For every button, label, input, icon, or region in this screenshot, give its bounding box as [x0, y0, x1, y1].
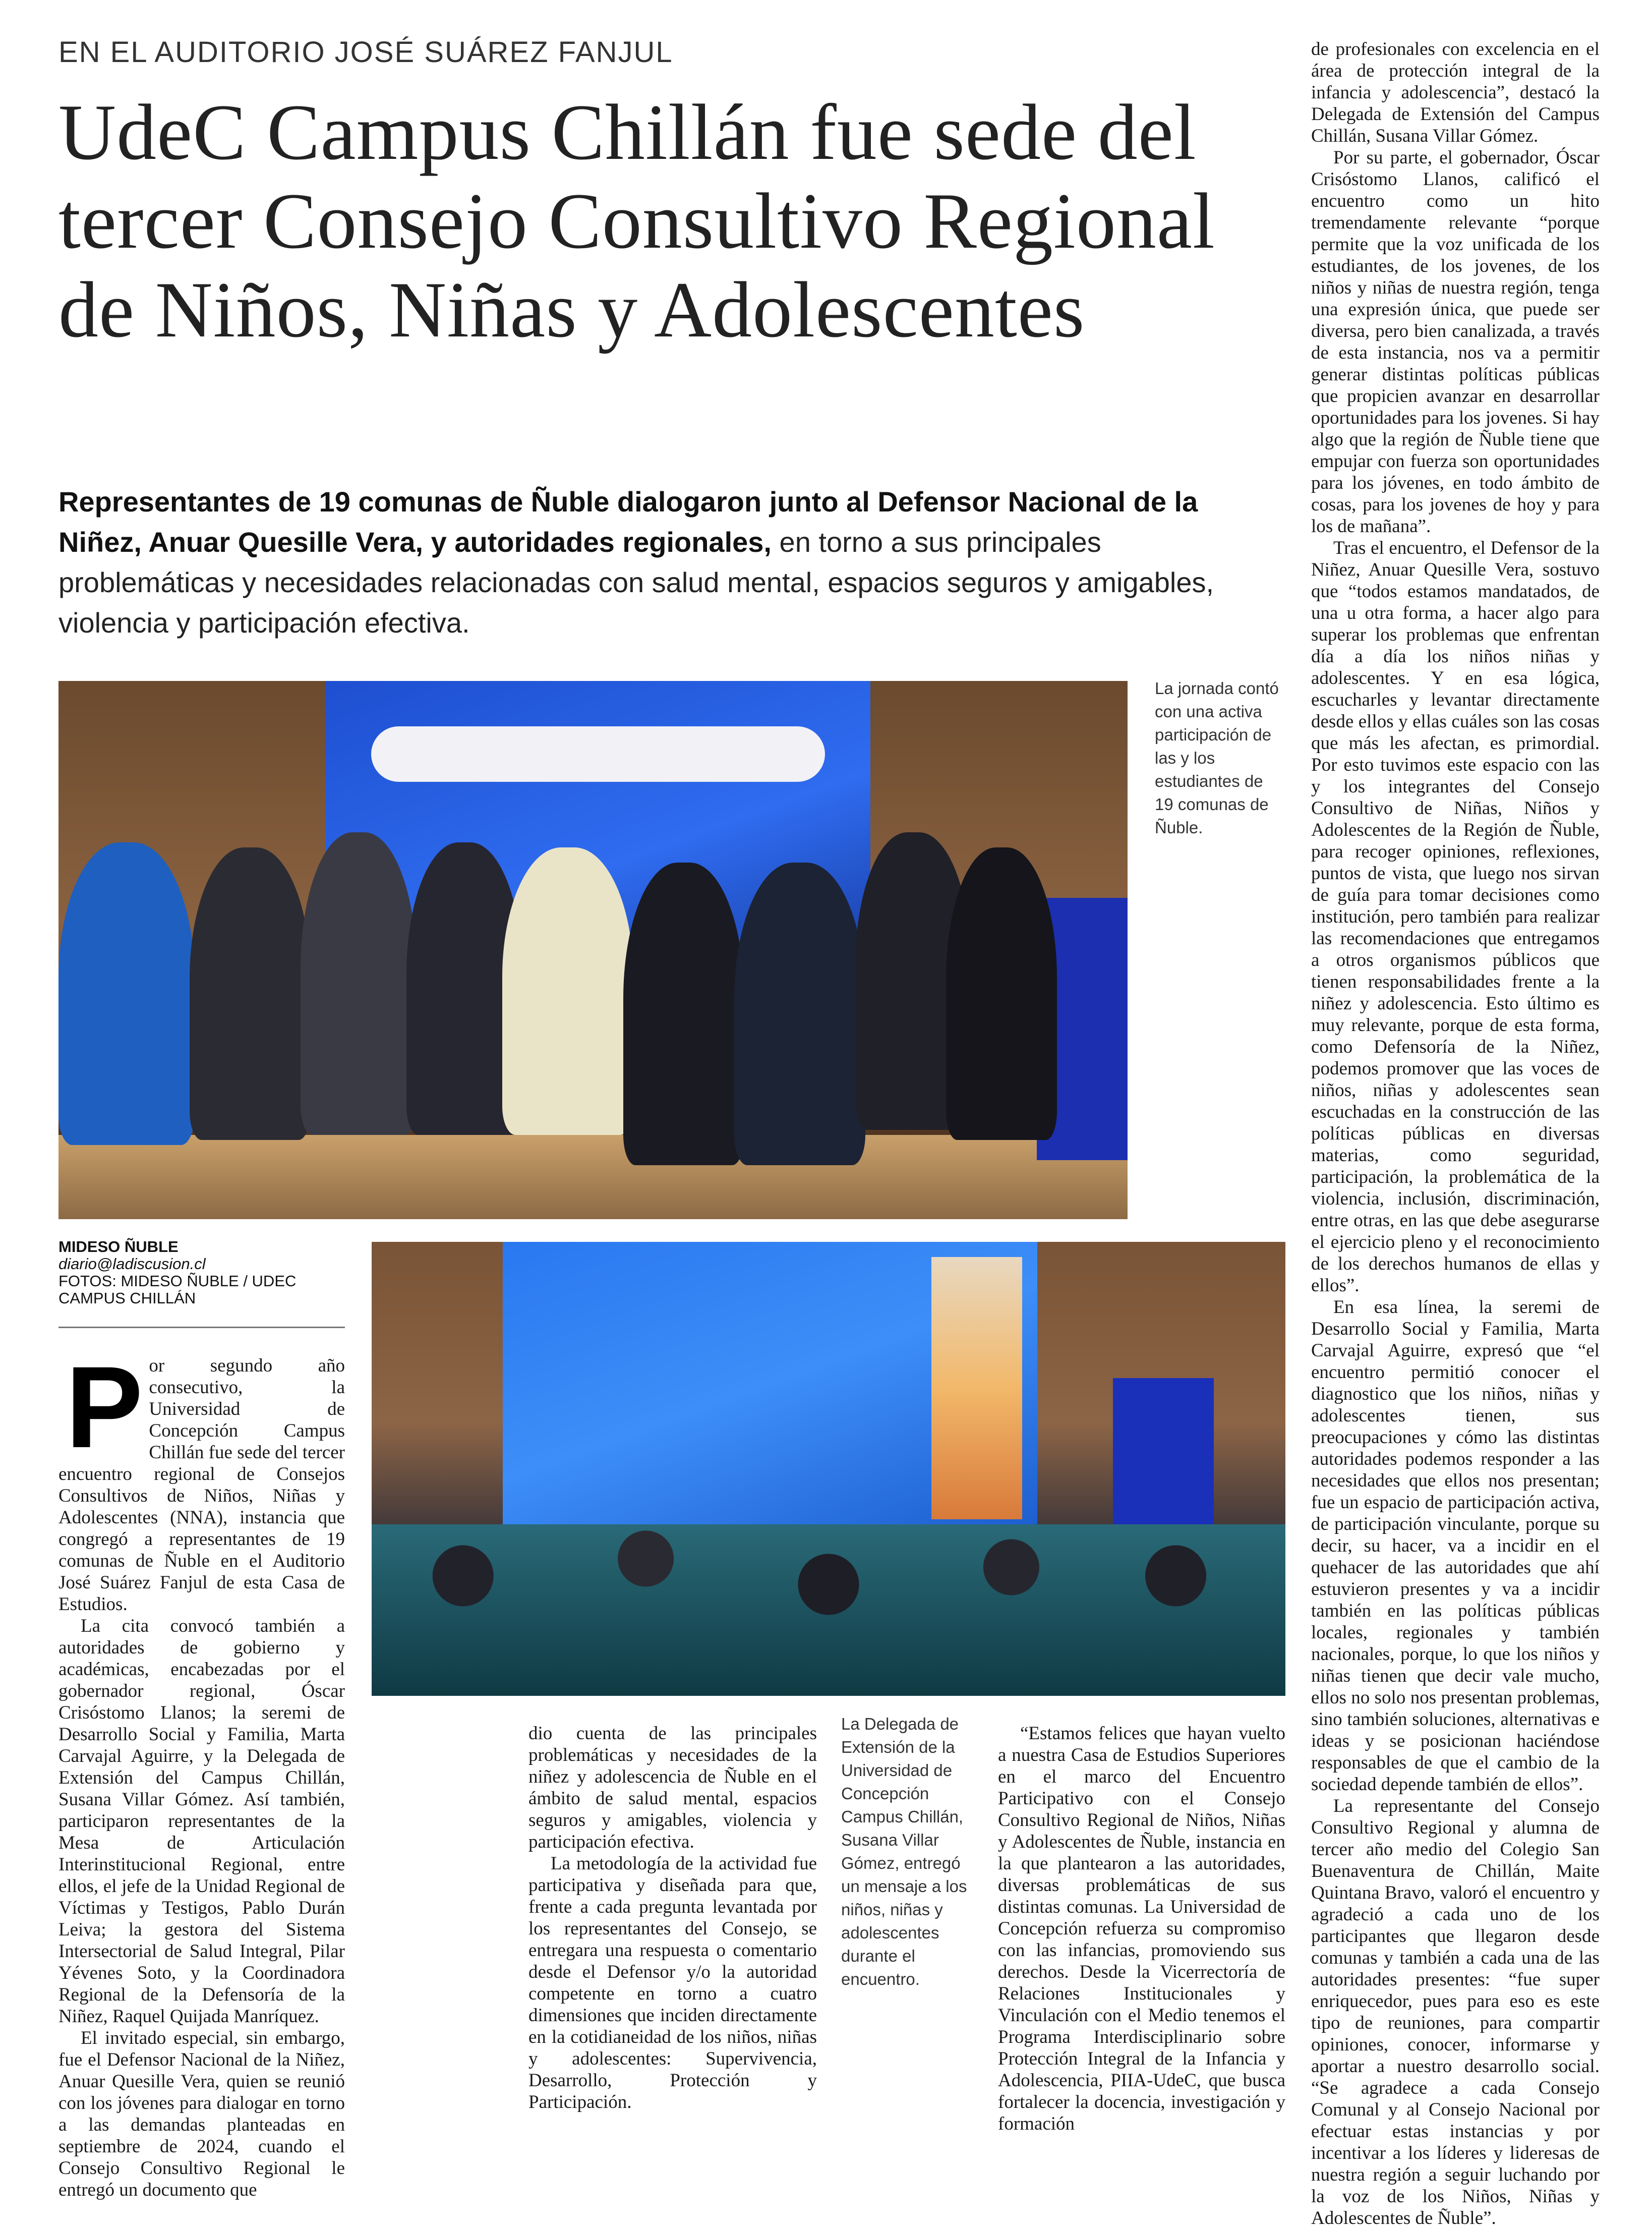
byline [58, 1238, 351, 1307]
photo-group-students [58, 681, 1128, 1219]
paragraph: dio cuenta de las principales problemáticas y necesidades de la niñez y adolescencia de Ñuble en el ámbito de salud mental, espacios seguros y amigables, violencia y participación efectiva. [528, 1723, 817, 1852]
paragraph: “Estamos felices que hayan vuelto a nuestra Casa de Estudios Superiores en el marco del Encuentro Participativo con el Consejo Consultivo Regional de Niños, Niñas y Adolescentes de Ñuble, instancia en la que plantearon a las autoridades, diversas problemáticas de sus distintas comunas. La Universidad de Concepción refuerza su compromiso con las infancias, promoviendo sus derechos. Desde la Vicerrectoría de Relaciones Institucionales y Vinculación con el Medio tenemos el Programa Interdisciplinario sobre Protección Integral de la Infancia y Adolescencia, PIIA-UdeC, que busca fortalecer la docencia, investigación y formación [998, 1723, 1285, 2134]
photo1-caption: La jornada contó con una activa participación de las y los estudiantes de 19 comunas de Ñuble. [1155, 679, 1279, 837]
article-headline: UdeC Campus Chillán fue sede del tercer Consejo Consultivo Regional de Niños, Niñas y Adolescentes [58, 88, 1215, 354]
paragraph: or segundo año consecutivo, la Universidad de Concepción Campus Chillán fue sede del tercer encuentro regional de Consejos Consultivos de Niños, Niñas y Adolescentes (NNA), instancia que congregó a representantes de 19 comunas de Ñuble en el Auditorio José Suárez Fanjul de esta Casa de Estudios. [58, 1355, 345, 1615]
article-kicker: EN EL AUDITORIO JOSÉ SUÁREZ FANJUL [58, 36, 673, 69]
photo2-caption: La Delegada de Extensión de la Universidad de Concepción Campus Chillán, Susana Villar Gómez, entregó un mensaje a los niños, niñas y adolescentes durante el encuentro. [841, 1714, 967, 1988]
paragraph: La representante del Consejo Consultivo Regional y alumna de tercer año medio del Colegio San Buenaventura de Chillán, Maite Quintana Bravo, valoró el encuentro y agradeció a cada uno de los participantes que llegaron desde comunas y también a cada una de las autoridades presentes: “fue super enriquecedor, pues para eso es este tipo de reuniones, para compartir opiniones, conocer, informarse y aportar a nuestro desarrollo social. “Se agradece a cada Consejo Comunal y al Consejo Nacional por efectuar estas instancias y por incentivar a los líderes y lideresas de nuestra región a seguir luchando por la voz de los Niños, Niñas y Adolescentes de Ñuble”. [1311, 1796, 1600, 2228]
photo-podium [1113, 1378, 1214, 1545]
paragraph: El invitado especial, sin embargo, fue el Defensor Nacional de la Niñez, Anuar Quesille Vera, quien se reunió con los jóvenes para dialogar en torno a las demandas planteadas en septiembre de 2024, cuando el Consejo Consultivo Regional le entregó un documento que [58, 2028, 345, 2200]
paragraph: En esa línea, la seremi de Desarrollo Social y Familia, Marta Carvajal Aguirre, expresó que “el encuentro permitió conocer el diagnostico que los niños, niñas y adolescentes tienen, sus preocupaciones y cómo las distintas autoridades podemos responder a las necesidades que ellos nos presentan; fue un espacio de participación activa, de participación vinculante, porque su decir, su hacer, va a incidir en el quehacer de las autoridades que ahí estuvieron presentes y va a incidir también en las políticas públicas locales, regionales y también nacionales, porque, lo que los niños y niñas tienen que decir vale mucho, ellos no solo nos presentan problemas, sino también soluciones, alternativas e ideas y se posicionan haciéndose responsables de que el cambio de la sociedad depende también de ellos”. [1311, 1297, 1600, 1795]
photo-banner [931, 1257, 1022, 1519]
drop-cap: P [66, 1342, 143, 1472]
paragraph: de profesionales con excelencia en el área de protección integral de la infancia y adolescencia”, destacó la Delegada de Extensión del Campus Chillán, Susana Villar Gómez. [1311, 39, 1600, 146]
byline-email: diario@ladiscusion.cl [58, 1255, 206, 1273]
photo-audience [372, 1524, 1285, 1696]
byline-divider [58, 1327, 345, 1328]
deck-rest: en torno a sus principales problemáticas y necesidades relacionadas con salud mental, espacios seguros y amigables, violencia y participación efectiva. [58, 526, 1214, 639]
paragraph: Por su parte, el gobernador, Óscar Crisóstomo Llanos, calificó el encuentro como un hito tremendamente relevante “porque permite que la voz unificada de los estudiantes, de los jovenes, de los niños y niñas de nuestra región, tenga una expresión única, que puede ser diversa, pero bien canalizada, a través de esta instancia, nos va a permitir generar distintas políticas públicas que propicien avanzar en desarrollar oportunidades para los jovenes. Si hay algo que la región de Ñuble tiene que empujar con fuerza son oportunidades para los jóvenes, en todo ámbito de cosas, para los jovenes de hoy y para los de mañana”. [1311, 147, 1600, 537]
photo-screen-banner [371, 726, 825, 782]
deck-bold: Representantes de 19 comunas de Ñuble dialogaron junto al Defensor Nacional de la Niñez, Anuar Quesille Vera, y autoridades regionales, [58, 486, 1198, 558]
paragraph: Tras el encuentro, el Defensor de la Niñez, Anuar Quesille Vera, sostuvo que “todos estamos mandatados, de una u otra forma, a hacer algo para superar los problemas que enfrentan día a día los niños niñas y adolescentes. Y en esa lógica, escucharles y levantar directamente desde ellos y ellas cuáles son las cosas que más les afectan, es primordial. Por esto tuvimos este espacio con las y los integrantes del Consejo Consultivo de Niñas, Niños y Adolescentes de la Región de Ñuble, para recoger opiniones, reflexiones, puntos de vista, que luego nos sirvan de guía para tomar decisiones como institución, pero también para realizar las recomendaciones que entregamos a otros organismos públicos que tienen responsabilidades frente a la niñez y adolescencia. Esto último es muy relevante, porque de esta forma, como Defensoría de la Niñez, podemos promover que las voces de niños, niñas y adolescentes sean escuchadas en la construcción de las políticas públicas en diversas materias, como seguridad, participación, la problemática de la violencia, inclusión, discriminación, entre otras, en las que debe asegurarse el ejercicio pleno y el reconocimiento de los derechos humanos de ellas y ellos”. [1311, 538, 1600, 1296]
body-column-3 [998, 1723, 1285, 2135]
body-column-2 [528, 1723, 817, 2113]
paragraph: La metodología de la actividad fue participativa y diseñada para que, frente a cada pregunta levantada por los representantes del Consejo, se entregara una respuesta o comentario desde el Defensor y/o la autoridad competente en torno a cuatro dimensiones que inciden directamente en la cotidianeidad de los niños, niñas y adolescentes: Supervivencia, Desarrollo, Protección y Participación. [528, 1853, 817, 2112]
body-column-1 [58, 1342, 345, 2201]
byline-photos-credit: FOTOS: MIDESO ÑUBLE / UDEC CAMPUS CHILLÁN [58, 1272, 297, 1307]
photo-stage [58, 1135, 1128, 1219]
photo-auditorium [372, 1242, 1285, 1696]
article-deck [58, 482, 1233, 643]
body-column-4 [1311, 38, 1600, 2229]
paragraph: La cita convocó también a autoridades de gobierno y académicas, encabezadas por el gobernador regional, Óscar Crisóstomo Llanos; la seremi de Desarrollo Social y Familia, Marta Carvajal Aguirre, y la Delegada de Extensión del Campus Chillán, Susana Villar Gómez. Así también, participaron representantes de la Mesa de Articulación Interinstitucional Regional, entre ellos, el jefe de la Unidad Regional de Víctimas y Testigos, Pablo Durán Leiva; la gestora del Sistema Intersectorial de Salud Integral, Pilar Yévenes Soto, y la Coordinadora Regional de la Defensoría de la Niñez, Raquel Quijada Manríquez. [58, 1616, 345, 2027]
byline-author: MIDESO ÑUBLE [58, 1238, 179, 1255]
